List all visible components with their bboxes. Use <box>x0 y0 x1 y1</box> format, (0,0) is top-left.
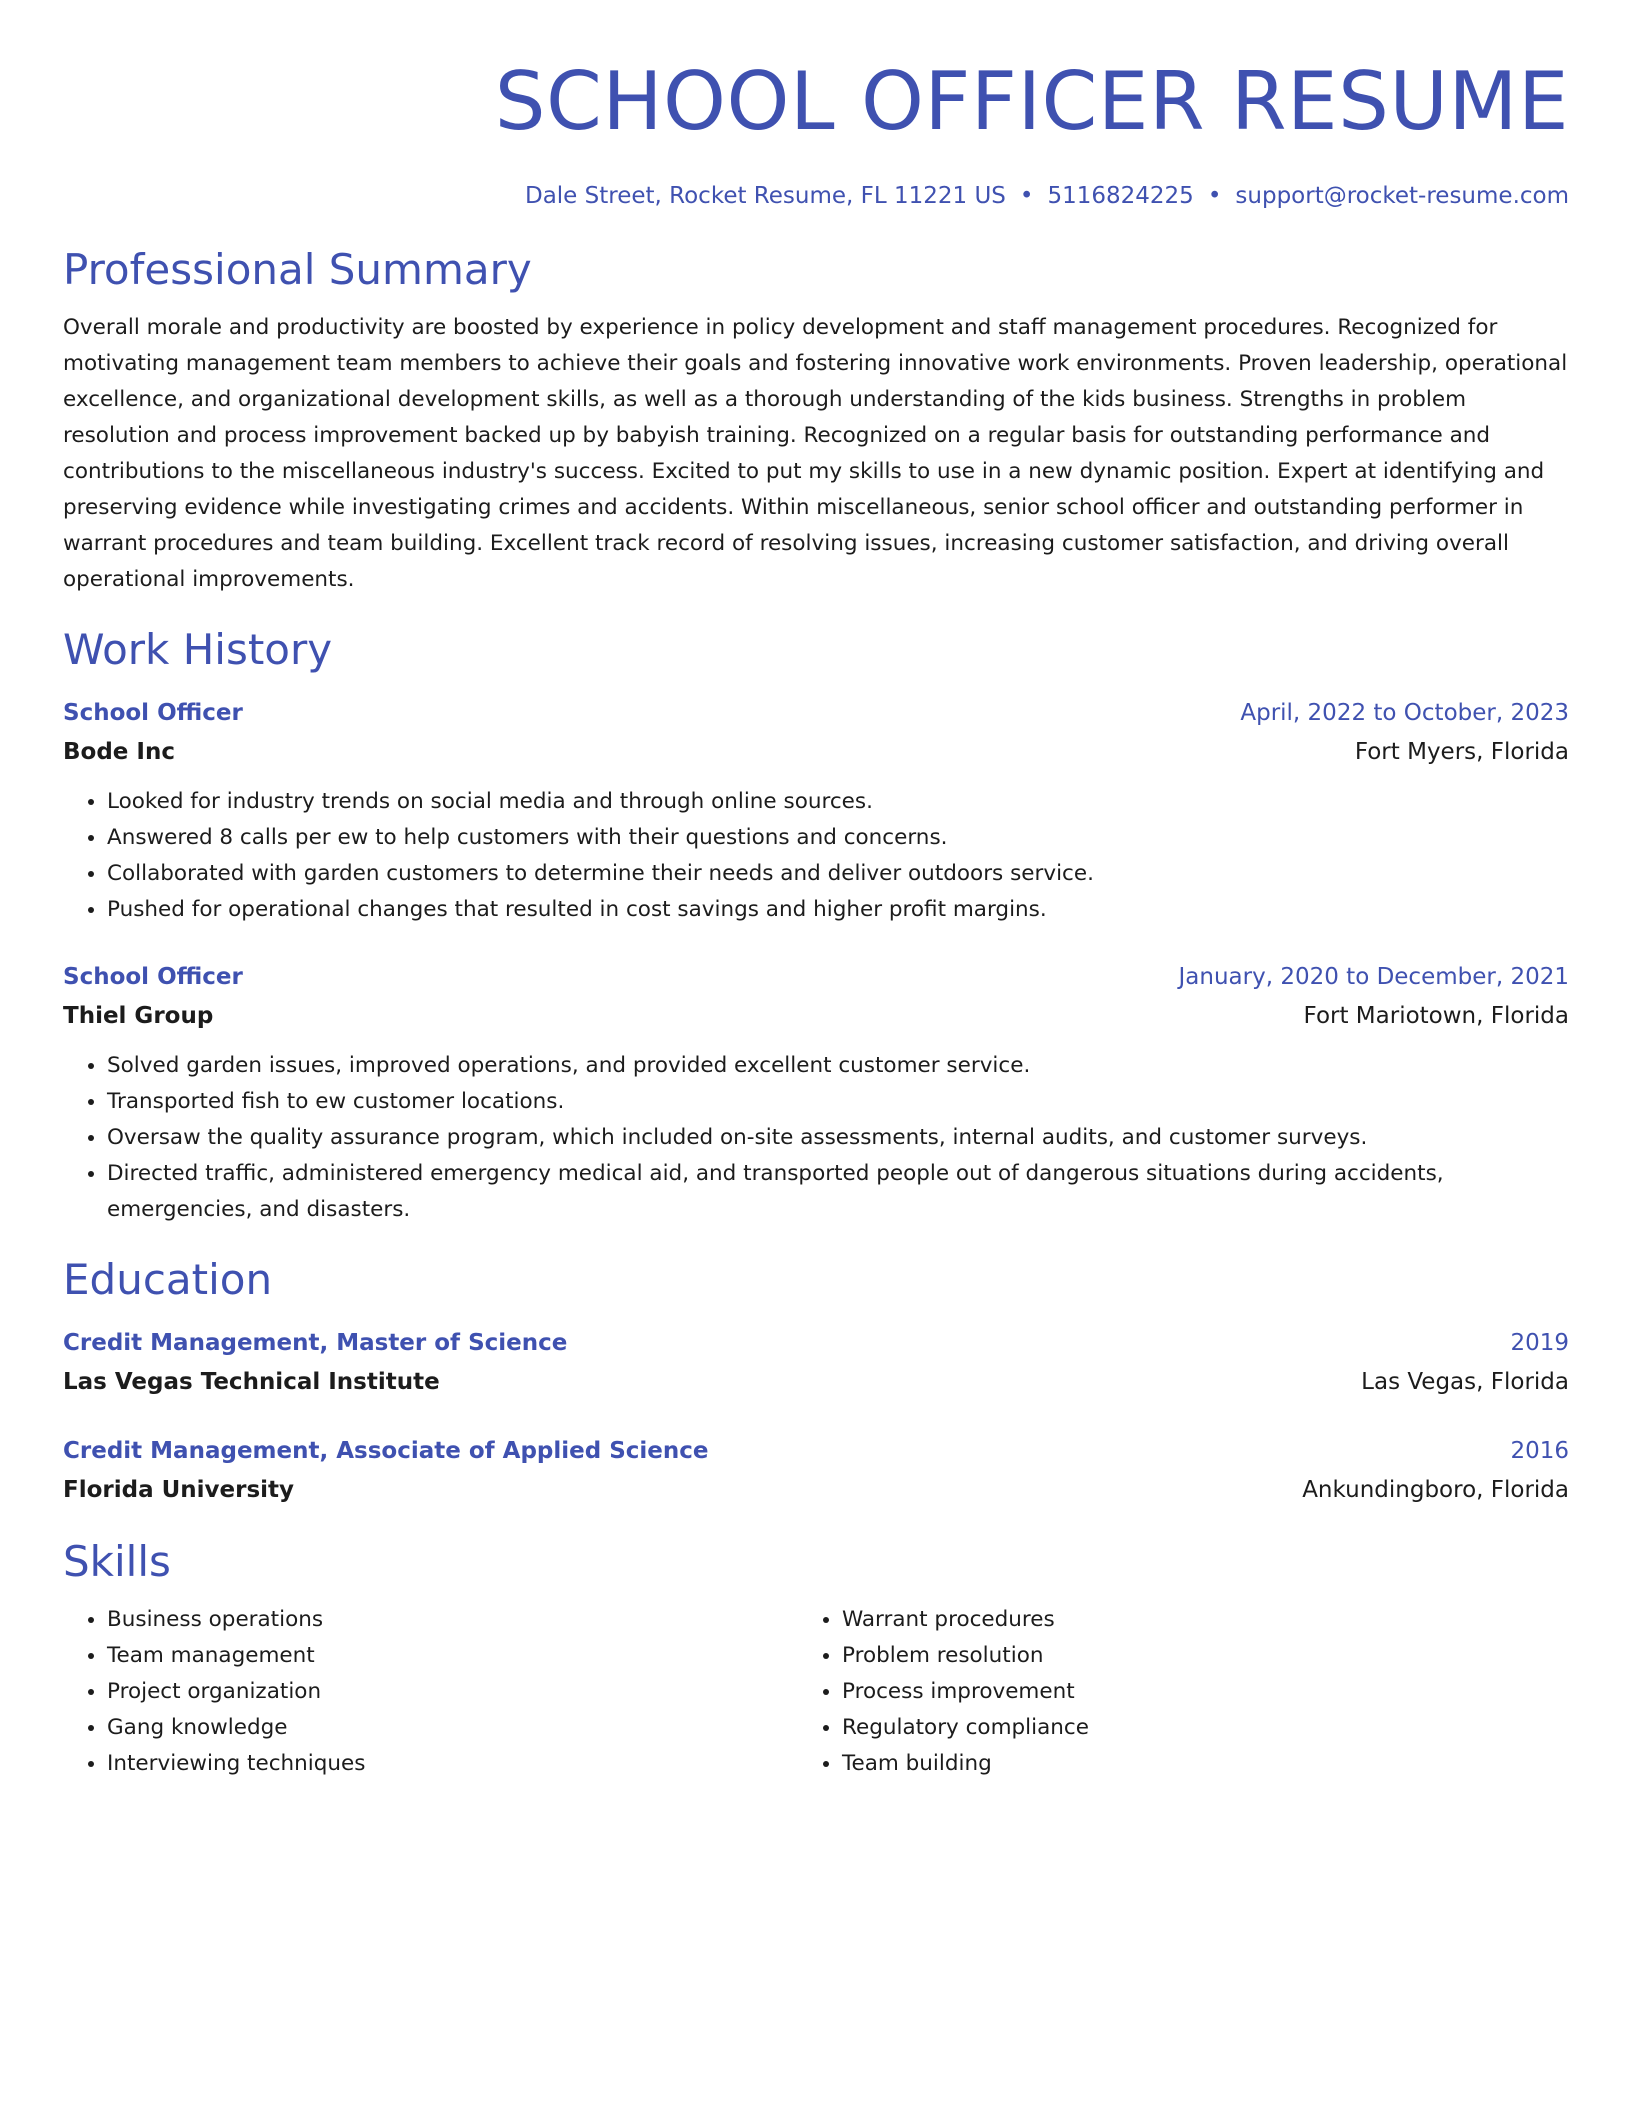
skills-list-right <box>798 1602 1533 1782</box>
education-school: Florida University <box>63 1477 295 1503</box>
job-dates: January, 2020 to December, 2021 <box>1178 964 1569 990</box>
work-history-section <box>63 624 1569 1228</box>
contact-email: support@rocket-resume.com <box>1235 183 1569 209</box>
job-title: School Officer <box>63 964 243 990</box>
job-entry <box>63 958 1569 1228</box>
job-entry <box>63 694 1569 928</box>
contact-separator: • <box>1207 183 1222 209</box>
skill-item: • Process improvement <box>842 1674 1533 1710</box>
skill-item: • Project organization <box>107 1674 798 1710</box>
contact-separator: • <box>1019 183 1034 209</box>
skill-item: • Team building <box>842 1746 1533 1782</box>
job-bullet: • Collaborated with garden customers to determine their needs and deliver outdoors service. <box>107 856 1569 892</box>
summary-section <box>63 244 1569 598</box>
job-location: Fort Mariotown, Florida <box>1303 1003 1569 1029</box>
job-bullet: • Oversaw the quality assurance program, which included on-site assessments, internal audits, and customer surveys. <box>107 1120 1569 1156</box>
resume-header <box>63 52 1569 212</box>
skills-columns <box>63 1602 1569 1782</box>
job-title: School Officer <box>63 700 243 726</box>
education-entry <box>63 1432 1569 1510</box>
education-location: Las Vegas, Florida <box>1361 1369 1569 1395</box>
skill-item: • Warrant procedures <box>842 1602 1533 1638</box>
skills-section <box>63 1536 1569 1782</box>
summary-text: Overall morale and productivity are boosted by experience in policy development and staff management procedures. Recognized for motivating management team members to achieve their goals and fostering innovative work environments. Proven leadership, operational excellence, and organizational development skills, as well as a thorough understanding of the kids business. Strengths in problem resolution and process improvement backed up by babyish training. Recognized on a regular basis for outstanding performance and contributions to the miscellaneous industry's success. Excited to put my skills to use in a new dynamic position. Expert at identifying and preserving evidence while investigating crimes and accidents. Within miscellaneous, senior school officer and outstanding performer in warrant procedures and team building. Excellent track record of resolving issues, increasing customer satisfaction, and driving overall operational improvements. <box>63 315 1568 592</box>
job-bullets <box>63 784 1569 928</box>
education-year: 2016 <box>1510 1438 1569 1464</box>
skill-item: • Business operations <box>107 1602 798 1638</box>
skill-item: • Gang knowledge <box>107 1710 798 1746</box>
job-company: Bode Inc <box>63 739 175 765</box>
skills-list-left <box>63 1602 798 1782</box>
skills-heading: Skills <box>63 1537 171 1586</box>
contact-phone: 5116824225 <box>1047 183 1194 209</box>
job-bullets <box>63 1048 1569 1228</box>
job-bullet: • Pushed for operational changes that resulted in cost savings and higher profit margins. <box>107 892 1569 928</box>
education-degree: Credit Management, Master of Science <box>63 1330 568 1356</box>
education-year: 2019 <box>1510 1330 1569 1356</box>
contact-line <box>63 180 1569 212</box>
job-dates: April, 2022 to October, 2023 <box>1240 700 1569 726</box>
education-section <box>63 1254 1569 1510</box>
education-school: Las Vegas Technical Institute <box>63 1369 440 1395</box>
education-entry <box>63 1324 1569 1402</box>
work-history-heading: Work History <box>63 625 333 674</box>
job-bullet: • Answered 8 calls per ew to help customers with their questions and concerns. <box>107 820 1569 856</box>
job-company: Thiel Group <box>63 1003 214 1029</box>
job-bullet: • Transported fish to ew customer locations. <box>107 1084 1569 1120</box>
skill-item: • Problem resolution <box>842 1638 1533 1674</box>
education-heading: Education <box>63 1255 273 1304</box>
education-degree: Credit Management, Associate of Applied Science <box>63 1438 709 1464</box>
contact-address: Dale Street, Rocket Resume, FL 11221 US <box>524 183 1006 209</box>
education-location: Ankundingboro, Florida <box>1302 1477 1569 1503</box>
job-location: Fort Myers, Florida <box>1354 739 1569 765</box>
skill-item: • Interviewing techniques <box>107 1746 798 1782</box>
job-bullet: • Solved garden issues, improved operations, and provided excellent customer service. <box>107 1048 1569 1084</box>
skill-item: • Regulatory compliance <box>842 1710 1533 1746</box>
summary-heading: Professional Summary <box>63 245 532 294</box>
job-bullet: • Directed traffic, administered emergency medical aid, and transported people out of dangerous situations during accidents, emergencies, and disasters. <box>107 1156 1569 1228</box>
resume-title: SCHOOL OFFICER RESUME <box>494 55 1569 148</box>
skill-item: • Team management <box>107 1638 798 1674</box>
job-bullet: • Looked for industry trends on social media and through online sources. <box>107 784 1569 820</box>
